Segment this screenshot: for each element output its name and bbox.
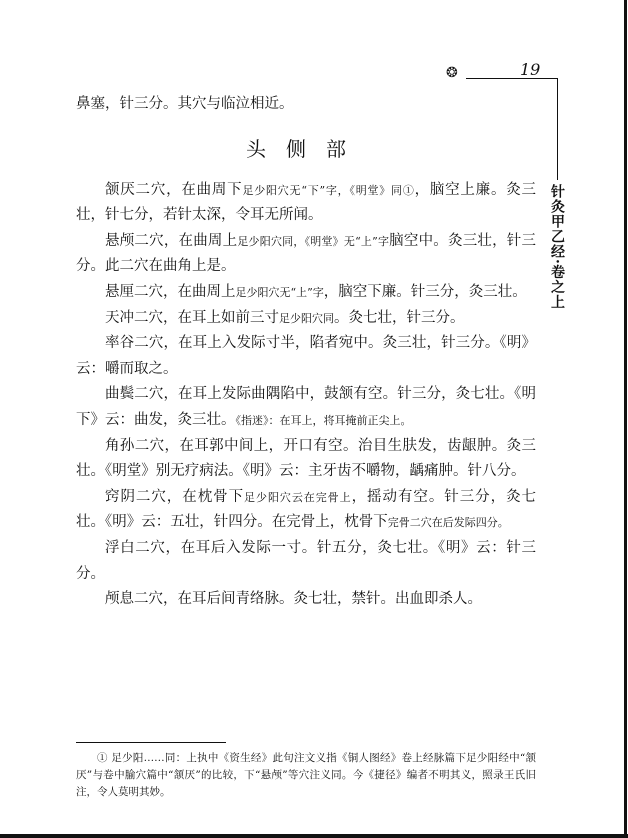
footnote	[76, 750, 536, 801]
entry-text: 窍阴二穴，在枕骨下	[105, 488, 245, 505]
header-vertical-rule	[557, 78, 558, 180]
entry-fubai: 浮白二穴，在耳后入发际一寸。针五分，灸七壮。《明》云：针三分。	[76, 539, 536, 582]
entry-text: 脑空中。灸三壮，针三分。此二穴在曲角上是。	[76, 232, 537, 275]
entry-annotation: 足少阳穴同	[279, 311, 334, 325]
header-rule-left	[466, 78, 512, 79]
main-text	[76, 92, 536, 613]
entry-annotation: 足少阳穴云在完骨上	[244, 490, 352, 504]
entry-xuanlu	[76, 229, 536, 280]
entry-text: ，摇动有空。针三分，灸七壮。《明》云：五壮，针四分。在完骨上，枕骨下	[76, 488, 537, 531]
entry-qubin	[76, 382, 536, 433]
footnote-text: ① 足少阳……同：上执中《资生经》此句注文义指《铜人图经》卷上经脉篇下足少阳经中“颔厌”与卷中腧穴篇中“颔厌”的比较，下“悬颅”等穴注义同。今《捷径》编者不明其义，照录王氏旧注，令人莫明其妙。	[76, 752, 536, 798]
entry-luxi: 颅息二穴，在耳后间青络脉。灸七壮，禁针。出血即杀人。	[105, 591, 482, 608]
entry-shuaigu: 率谷二穴，在耳上入发际寸半，陷者宛中。灸三壮，针三分。《明》云：嚼而取之。	[76, 335, 536, 377]
entry-jiaosun: 角孙二穴，在耳郭中间上，开口有空。治目生肤发，齿龈肿。灸三壮。《明堂》别无疗病法。《明》云：主牙齿不嚼物，龋痛肿。针八分。	[76, 437, 536, 480]
opening-line: 鼻塞，针三分。其穴与临泣相近。	[76, 96, 294, 112]
entry-text: 天冲二穴，在耳上如前三寸	[105, 309, 279, 326]
entry-annotation: 完骨二穴在后发际四分。	[387, 516, 509, 530]
entry-text: 悬颅二穴，在曲周上	[105, 232, 238, 249]
entry-hanyan	[76, 178, 536, 229]
header-rule-right	[512, 78, 558, 79]
entry-annotation: 足少阳穴无“下”字，《明堂》同①	[242, 183, 415, 197]
entry-xuanli	[76, 280, 536, 306]
entry-annotation: 足少阳穴同，《明堂》无“上”字	[237, 234, 390, 248]
footnote-rule	[76, 742, 226, 743]
entry-annotation: 足少阳穴无“上”字	[235, 285, 324, 299]
entry-text: ，脑空下廉。针三分，灸三壮。	[323, 283, 527, 300]
page-border-right	[624, 0, 627, 838]
entry-text: 悬厘二穴，在曲周上	[105, 283, 236, 300]
section-heading: 头侧部	[246, 136, 366, 161]
entry-annotation: 《指迷》：在耳上，将耳掩前正尖上。	[235, 413, 412, 427]
page-border-bottom	[0, 834, 628, 838]
page-number: 19	[520, 60, 541, 79]
entry-tianchong	[76, 306, 536, 332]
entry-text: 。灸七壮，针三分。	[334, 309, 465, 326]
entry-text: ，脑空上廉。灸三壮，针七分，若针太深，令耳无所闻。	[76, 181, 537, 224]
running-title: 针灸甲乙经·卷之上	[549, 184, 565, 310]
entry-text: 曲鬓二穴，在耳上发际曲隅陷中，鼓颔有空。针三分，灸七壮。《明下》云：曲发，灸三壮。	[76, 386, 536, 428]
entry-text: 颔厌二穴，在曲周下	[105, 181, 243, 198]
entry-qiaoyin	[76, 485, 536, 536]
header-ornament-icon: ❂	[446, 65, 458, 81]
